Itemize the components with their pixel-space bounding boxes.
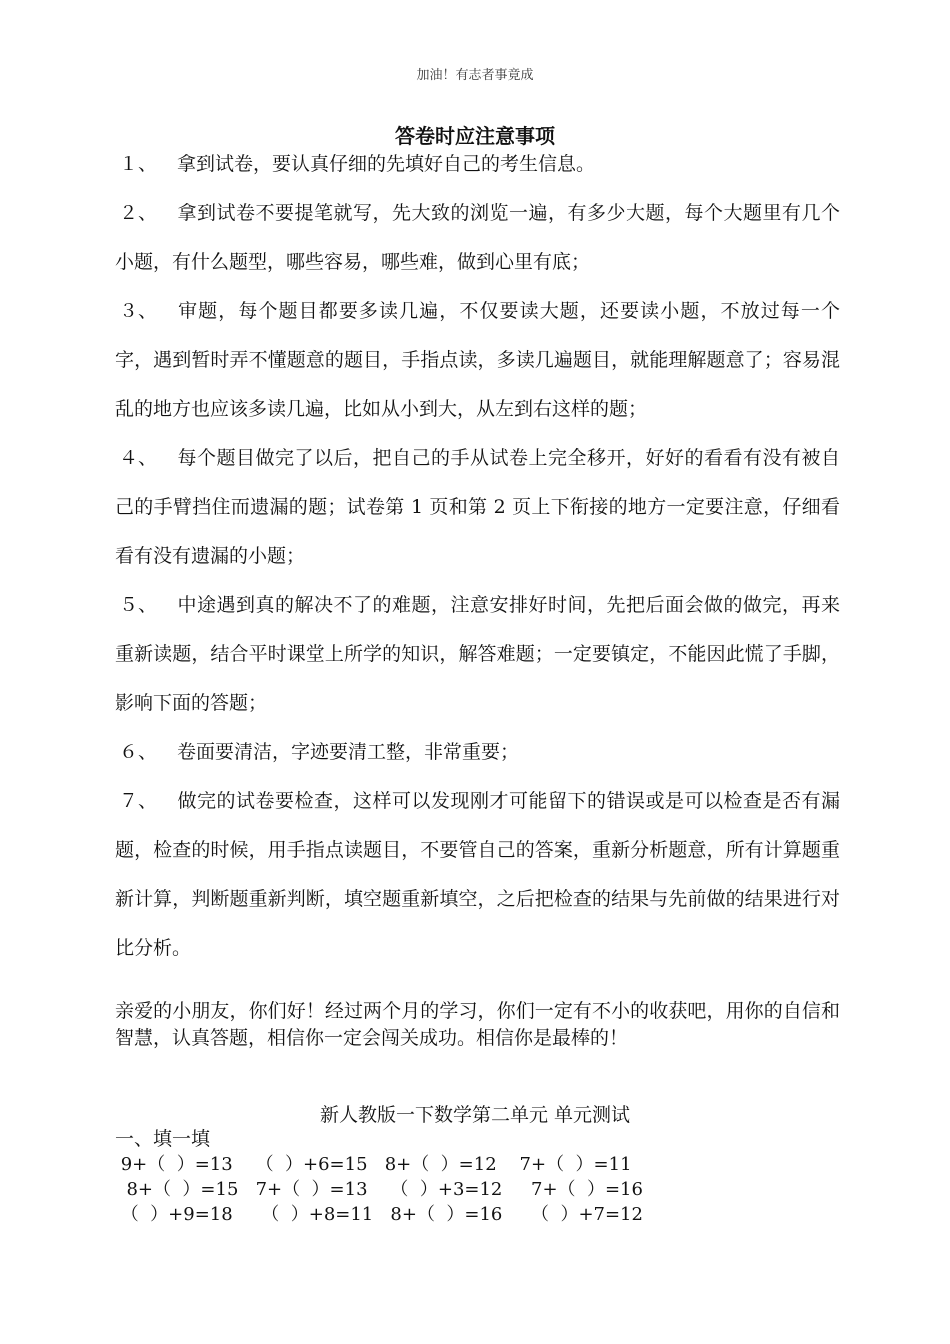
note-number: ７、 (119, 790, 158, 812)
exercise-row: 8+（ ）=15 7+（ ）=13 （ ）+3=12 7+（ ）=16 (115, 1179, 643, 1200)
note-text: 卷面要清洁，字迹要清工整，非常重要； (177, 741, 520, 763)
note-text: 拿到试卷，要认真仔细的先填好自己的考生信息。 (177, 153, 596, 175)
page-header: 加油！有志者事竟成 (416, 68, 534, 83)
note-item (115, 140, 840, 189)
note-text: 拿到试卷不要提笔就写，先大致的浏览一遍，有多少大题，每个大题里有几个小题，有什么题型，哪些容易，哪些难，做到心里有底； (115, 202, 840, 273)
note-number: ２、 (119, 202, 158, 224)
note-item (115, 189, 840, 287)
note-item (115, 728, 840, 777)
note-number: １、 (119, 153, 158, 175)
greeting-paragraph: 亲爱的小朋友，你们好！经过两个月的学习，你们一定有不小的收获吧，用你的自信和智慧，认真答题，相信你一定会闯关成功。相信你是最棒的！ (115, 1000, 840, 1049)
note-number: ６、 (119, 741, 158, 763)
note-text: 做完的试卷要检查，这样可以发现刚才可能留下的错误或是可以检查是否有漏题，检查的时候，用手指点读题目，不要管自己的答案，重新分析题意，所有计算题重新计算，判断题重新判断，填空题重新填空，之后把检查的结果与先前做的结果进行对比分析。 (115, 790, 840, 959)
note-text: 每个题目做完了以后，把自己的手从试卷上完全移开，好好的看看有没有被自己的手臂挡住而遗漏的题；试卷第 1 页和第 2 页上下衔接的地方一定要注意，仔细看看有没有遗漏的小题； (115, 447, 840, 567)
note-item (115, 777, 840, 973)
exercise-row: （ ）+9=18 （ ）+8=11 8+（ ）=16 （ ）+7=12 (115, 1204, 643, 1225)
note-item (115, 287, 840, 434)
exercise-row: 9+（ ）=13 （ ）+6=15 8+（ ）=12 7+（ ）=11 (115, 1154, 632, 1175)
note-text: 中途遇到真的解决不了的难题，注意安排好时间，先把后面会做的做完，再来重新读题，结合平时课堂上所学的知识，解答难题；一定要镇定，不能因此慌了手脚，影响下面的答题； (115, 594, 840, 714)
note-number: ４、 (119, 447, 158, 469)
section-heading: 一、填一填 (115, 1128, 211, 1150)
note-number: ３、 (119, 300, 158, 322)
page-title: 答卷时应注意事项 (395, 124, 555, 148)
notes-list (115, 140, 840, 973)
note-text: 审题，每个题目都要多读几遍，不仅要读大题，还要读小题，不放过每一个字，遇到暂时弄不懂题意的题目，手指点读，多读几遍题目，就能理解题意了；容易混乱的地方也应该多读几遍，比如从小到大，从左到右这样的题； (115, 300, 840, 420)
note-number: ５、 (119, 594, 158, 616)
test-title: 新人教版一下数学第二单元 单元测试 (319, 1104, 631, 1126)
note-item (115, 434, 840, 581)
note-item (115, 581, 840, 728)
